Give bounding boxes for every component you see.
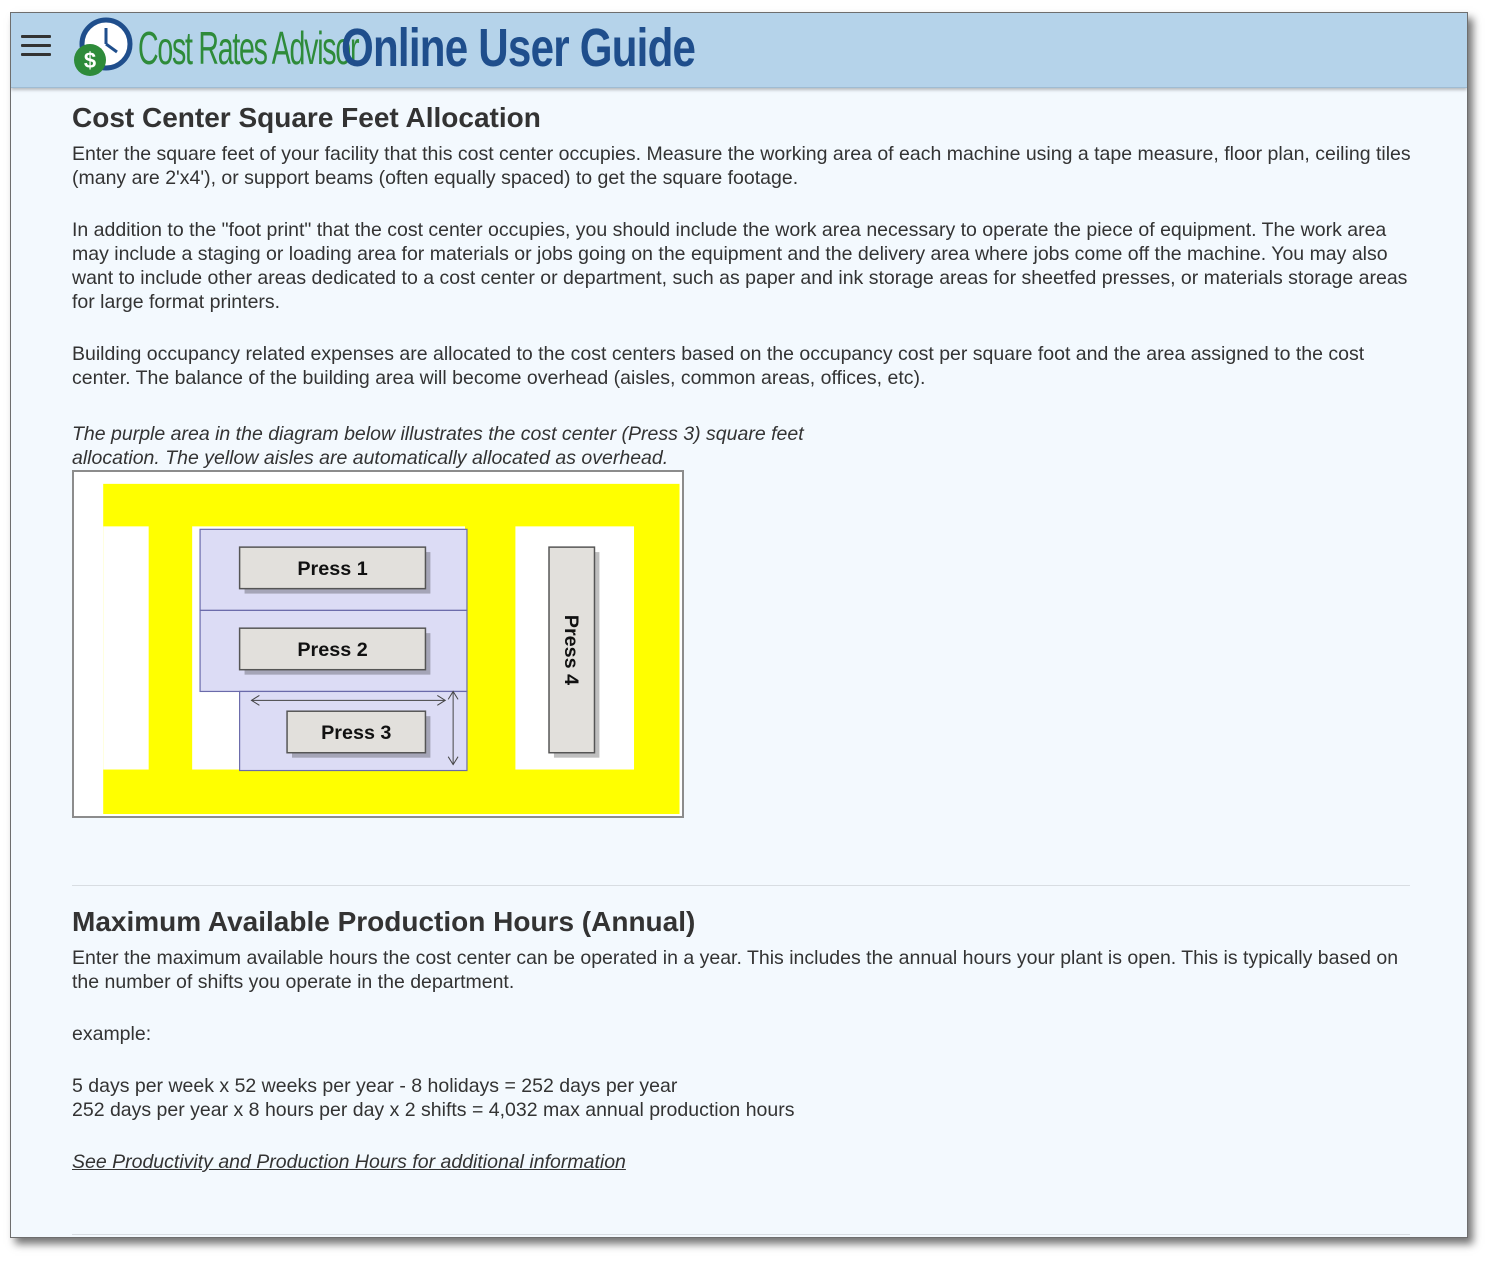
- paragraph: Enter the square feet of your facility that this cost center occupies. Measure the working area of each machine using a tape measure, floor plan, ceiling tiles (many are 2'x4'), or support beams (often equally spaced) to get the square footage.: [72, 143, 1411, 189]
- divider: [72, 885, 1410, 886]
- press2-label: Press 2: [297, 638, 368, 661]
- press4-label: Press 4: [559, 614, 582, 686]
- example-line-hours: 252 days per year x 8 hours per day x 2 shifts = 4,032 max annual production hours: [72, 1099, 795, 1121]
- press1-label: Press 1: [297, 557, 368, 580]
- paragraph: In addition to the "foot print" that the cost center occupies, you should include the work area necessary to operate the piece of equipment. The work area may include a staging or loading area for materials or jobs going on the equipment and the delivery area where jobs come off the machine. You may also want to include other areas dedicated to a cost center or department, such as paper and ink storage areas for sheetfed presses, or materials storage areas for large format printers.: [72, 219, 1408, 313]
- clock-dollar-logo-icon: [71, 16, 135, 80]
- header-bar: [11, 13, 1467, 88]
- page-header-title: Online User Guide: [341, 18, 696, 78]
- divider: [72, 1234, 1410, 1235]
- hamburger-menu-icon[interactable]: [21, 35, 51, 59]
- press3-label: Press 3: [321, 721, 392, 744]
- section-title-square-feet: Cost Center Square Feet Allocation: [72, 102, 541, 133]
- brand-name: Cost Rates Advisor: [138, 22, 359, 74]
- example-label: example:: [72, 1023, 152, 1045]
- example-line-days: 5 days per week x 52 weeks per year - 8 holidays = 252 days per year: [72, 1075, 678, 1097]
- svg-text:$: $: [83, 48, 97, 73]
- white-area-left: [103, 526, 148, 769]
- paragraph: Enter the maximum available hours the cost center can be operated in a year. This includes the annual hours your plant is open. This is typically based on the number of shifts you operate in the department.: [72, 947, 1399, 993]
- productivity-hours-link[interactable]: See Productivity and Production Hours for additional information: [72, 1151, 626, 1173]
- diagram-caption: The purple area in the diagram below illustrates the cost center (Press 3) square feet allocation. The yellow aisles are automatically allocated as overhead.: [72, 423, 804, 469]
- paragraph: Building occupancy related expenses are allocated to the cost centers based on the occupancy cost per square foot and the area assigned to the cost center. The balance of the building area will become overhead (aisles, common areas, offices, etc).: [72, 343, 1365, 389]
- section-title-production-hours: Maximum Available Production Hours (Annual): [72, 906, 696, 937]
- guide-window: [10, 12, 1468, 1238]
- floor-plan-diagram: [72, 470, 684, 818]
